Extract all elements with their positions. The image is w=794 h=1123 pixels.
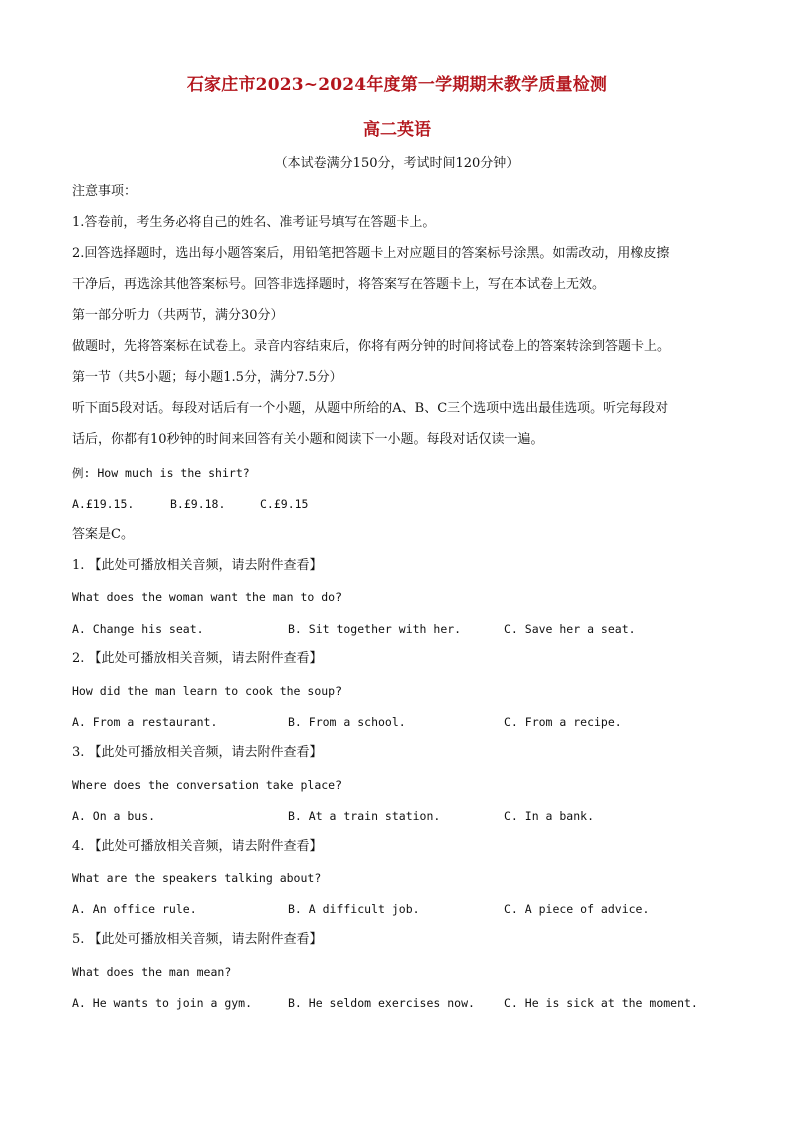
notes-item-2-line-2: 干净后，再选涂其他答案标号。回答非选择题时，将答案写在答题卡上，写在本试卷上无效。 <box>72 277 606 292</box>
question-5-audio-link[interactable]: 5. 【此处可播放相关音频，请去附件查看】 <box>72 932 323 947</box>
section1-instruction-line-2: 话后，你都有10秒钟的时间来回答有关小题和阅读下一小题。每段对话仅读一遍。 <box>72 432 544 447</box>
example-answer: 答案是C。 <box>72 527 134 542</box>
notes-heading: 注意事项： <box>72 184 138 199</box>
question-2-stem: How did the man learn to cook the soup? <box>72 684 343 698</box>
question-4-stem: What are the speakers talking about? <box>72 871 322 885</box>
section1-heading: 第一节（共5小题；每小题1.5分，满分7.5分） <box>72 370 343 385</box>
question-1-option-c: C. Save her a seat. <box>504 622 636 636</box>
part1-instruction: 做题时，先将答案标在试卷上。录音内容结束后，你将有两分钟的时间将试卷上的答案转涂到答题卡上。 <box>72 339 671 354</box>
exam-info: （本试卷满分150分，考试时间120分钟） <box>274 156 520 171</box>
section1-instruction-line-1: 听下面5段对话。每段对话后有一个小题，从题中所给的A、B、C三个选项中选出最佳选项。听完每段对 <box>72 401 669 416</box>
part1-heading: 第一部分听力（共两节，满分30分） <box>72 308 284 323</box>
notes-item-2-line-1: 2.回答选择题时，选出每小题答案后，用铅笔把答题卡上对应题目的答案标号涂黑。如需改动，用橡皮擦 <box>72 246 670 261</box>
question-4-option-c: C. A piece of advice. <box>504 902 650 916</box>
question-3-stem: Where does the conversation take place? <box>72 778 343 792</box>
question-4-audio-link[interactable]: 4. 【此处可播放相关音频，请去附件查看】 <box>72 839 323 854</box>
question-1-stem: What does the woman want the man to do? <box>72 590 343 604</box>
question-5-option-b: B. He seldom exercises now. <box>288 996 475 1010</box>
notes-item-1: 1.答卷前，考生务必将自己的姓名、准考证号填写在答题卡上。 <box>72 215 436 230</box>
question-3-option-c: C. In a bank. <box>504 809 595 823</box>
question-1-audio-link[interactable]: 1. 【此处可播放相关音频，请去附件查看】 <box>72 558 323 573</box>
question-4-option-a: A. An office rule. <box>72 902 197 916</box>
question-5-option-c: C. He is sick at the moment. <box>504 996 698 1010</box>
question-2-audio-link[interactable]: 2. 【此处可播放相关音频，请去附件查看】 <box>72 651 323 666</box>
question-3-option-a: A. On a bus. <box>72 809 156 823</box>
question-2-option-a: A. From a restaurant. <box>72 715 218 729</box>
question-2-option-c: C. From a recipe. <box>504 715 622 729</box>
example-option-b: B.£9.18. <box>170 497 226 511</box>
question-4-option-b: B. A difficult job. <box>288 902 420 916</box>
question-3-audio-link[interactable]: 3. 【此处可播放相关音频，请去附件查看】 <box>72 745 323 760</box>
exam-title: 石家庄市2023~2024年度第一学期期末教学质量检测 <box>186 75 608 95</box>
question-1-option-a: A. Change his seat. <box>72 622 204 636</box>
example-question: 例: How much is the shirt? <box>72 466 250 480</box>
example-option-c: C.£9.15 <box>260 497 309 511</box>
question-5-stem: What does the man mean? <box>72 965 232 979</box>
subject-title: 高二英语 <box>363 120 431 140</box>
question-2-option-b: B. From a school. <box>288 715 406 729</box>
example-option-a: A.£19.15. <box>72 497 135 511</box>
question-5-option-a: A. He wants to join a gym. <box>72 996 253 1010</box>
question-1-option-b: B. Sit together with her. <box>288 622 462 636</box>
question-3-option-b: B. At a train station. <box>288 809 441 823</box>
